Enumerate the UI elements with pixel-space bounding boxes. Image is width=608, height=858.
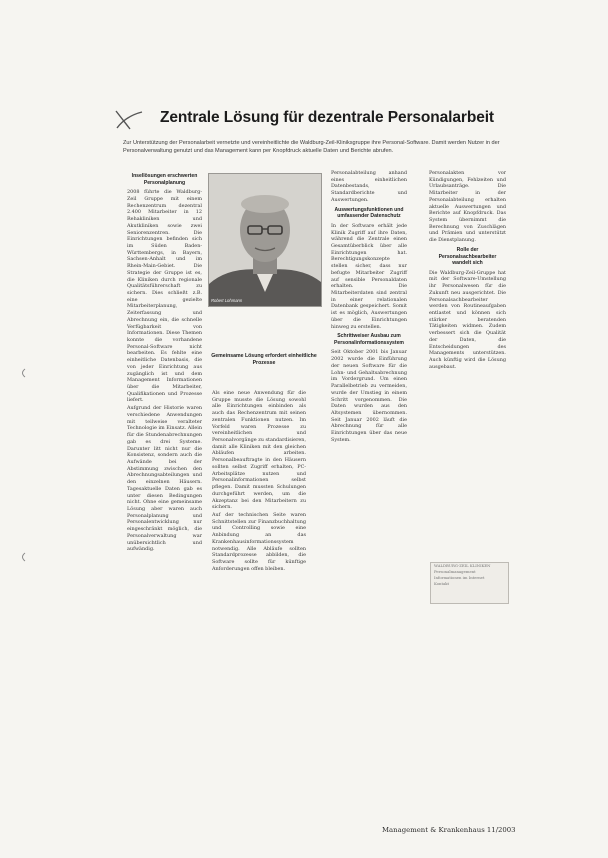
column-3 xyxy=(331,170,407,445)
portrait-photo xyxy=(208,173,322,307)
portrait-image xyxy=(209,174,321,306)
info-line: Personalmanagement xyxy=(434,569,476,574)
column-3-paragraph-0: Personalabteilung anhand eines einheitlichen Datenbestands, Standardberichte und Auswertungen. xyxy=(331,170,407,203)
column-3-heading-2: Schrittweiser Ausbau zum Personalinformationssystem xyxy=(334,333,404,346)
info-line: Kontakt xyxy=(434,581,450,586)
column-4-paragraph-1: Personalakten vor Kündigungen, Fehlzeiten und Urlaubsanträge. Die Mitarbeiter in der Personalabteilung erhalten aktuelle Auswertungen und Berichte auf Knopfdruck. Das System übernimmt die Berechnung von Zuschlägen und Prämien und unterstützt die Dienstplanung. xyxy=(429,170,506,244)
info-box xyxy=(430,562,509,604)
column-1 xyxy=(127,170,202,554)
column-3-paragraph-1: In der Software erhält jede Klinik Zugriff auf ihre Daten, während die Zentrale einen Gesamtüberblick über alle Einrichtungen hat. Berechtigungskonzepte stellen sicher, dass nur befugte Mitarbeiter Zugriff auf sensible Personaldaten erhalten. Die Mitarbeiterdaten sind zentral in einer relationalen Datenbank gespeichert. Somit ist es möglich, Auswertungen über die Einrichtungen hinweg zu erstellen. xyxy=(331,222,407,330)
column-2-heading: Gemeinsame Lösung erfordert einheitliche Prozesse xyxy=(211,353,317,366)
info-line: WALDBURG-ZEIL KLINIKEN xyxy=(434,563,491,568)
article-headline: Zentrale Lösung für dezentrale Personalarbeit xyxy=(160,109,494,126)
punch-hole-icon xyxy=(19,552,26,562)
column-4-paragraph-2: Die Waldburg-Zeil-Gruppe hat mit der Software-Umstellung ihr Personalwesen für die Zukunft neu ausgerichtet. Die Personalsachbearbeiter werden von Routineaufgaben entlastet und können sich stärker beratenden Tätigkeiten widmen. Zudem verbessert sich die Qualität der Daten, die Entscheidungen des Managements unterstützen. Auch künftig wird die Lösung ausgebaut. xyxy=(429,269,506,370)
photo-caption: Robert Lohmann xyxy=(211,298,243,303)
column-1-heading: Insellösungen erschwerten Personalplanung xyxy=(131,173,198,186)
article-lead: Zur Unterstützung der Personalarbeit vernetzte und vereinheitlichte die Waldburg-Zeil-Kliniksgruppe ihre Personal-Software. Damit werden Nutzer in der Personalverwaltung genutzt und das Management kann per Knopfdruck aktuelle Daten und Berichte abrufen. xyxy=(123,140,500,154)
punch-hole-icon xyxy=(19,368,26,378)
column-2 xyxy=(212,390,306,573)
scribble-mark-icon xyxy=(114,108,144,132)
info-line: Informationen im Internet xyxy=(434,575,485,580)
column-3-heading: Auswertungsfunktionen und umfassender Datenschutz xyxy=(334,206,404,220)
column-1-paragraph-1: 2008 führte die Waldburg-Zeil Gruppe mit einem Rechenzentrum dezentral 2.400 Mitarbeiter in 12 Rehakliniken und Akutkliniken sowie zwei Seniorenzentren. Die Einrichtungen befinden sich im Süden Baden-Württembergs, in Bayern, Sachsen-Anhalt und im Rhein-Main-Gebiet. Die Strategie der Gruppe ist es, die Kliniken durch regionale Qualitätsführerschaft zu sichern. Dies schließt z.B. eine gezielte Mitarbeiterplanung, Zeiterfassung und Abrechnung ein, die schnelle Verfügbarkeit von Informationen. Diese Themen konnte die vorhandene Personal-Software nicht bearbeiten. Es fehlte eine einheitliche Datenbasis, die von jeder Einrichtung aus zugänglich ist und dem Management Informationen über die Mitarbeiter, Qualifikationen und Prozesse liefert. xyxy=(127,189,202,404)
column-4 xyxy=(429,170,506,371)
column-2-paragraph-2: Auf der technischen Seite waren Schnittstellen zur Finanzbuchhaltung und Controlling sowie eine Anbindung an das Krankenhausinformationssystem notwendig. Alle Abläufe sollten Standardprozesse abbilden, die Software sollte für künftige Anforderungen offen bleiben. xyxy=(212,511,306,572)
column-4-heading: Rolle der Personalsachbearbeiter wandelt sich xyxy=(438,246,497,267)
publication-footer: Management & Krankenhaus 11/2003 xyxy=(382,826,516,834)
column-2-paragraph-1: Als eine neue Anwendung für die Gruppe musste die Lösung sowohl alle Einrichtungen einbinden als auch das Rechenzentrum mit seinen zentralen Funktionen nutzen. Im Vorfeld waren Prozesse zu vereinheitlichen und Personalvorgänge zu standardisieren, damit alle Kliniken mit den gleichen Abläufen arbeiten. Personalbeauftragte in den Häusern sollten selbst Zugriff erhalten, PC-Arbeitsplätze nutzen und Personalinformationen selbst pflegen. Damit mussten Schulungen durchgeführt werden, um die Akzeptanz bei den Mitarbeitern zu sichern. xyxy=(212,390,307,511)
column-1-paragraph-2: Aufgrund der Historie waren verschiedene Anwendungen mit teilweise veralteter Technologie im Einsatz. Allein für die Stundenabrechnungen gab es drei Systeme. Darunter litt nicht nur die Konsistenz, sondern auch die Aufwände bei der Abstimmung zwischen den Abrechnungsabteilungen und den einzelnen Häusern. Tagesaktuelle Daten gab es unter diesen Bedingungen nicht. Ohne eine gemeinsame Lösung aber waren auch Personalplanung und Personalentwicklung nur eingeschränkt möglich, die Personalverwaltung war unübersichtlich und aufwändig. xyxy=(127,405,202,553)
column-3-paragraph-2: Seit Oktober 2001 bis Januar 2002 wurde die Einführung der neuen Software für die Lohn- und Gehaltsabrechnung im Vordergrund. Um einen Parallelbetrieb zu vermeiden, wurde der Umstieg in einem Schritt vorgenommen. Die Daten wurden aus den Altsystemen übernommen. Seit Januar 2002 läuft die Abrechnung für alle Einrichtungen über das neue System. xyxy=(331,349,407,443)
